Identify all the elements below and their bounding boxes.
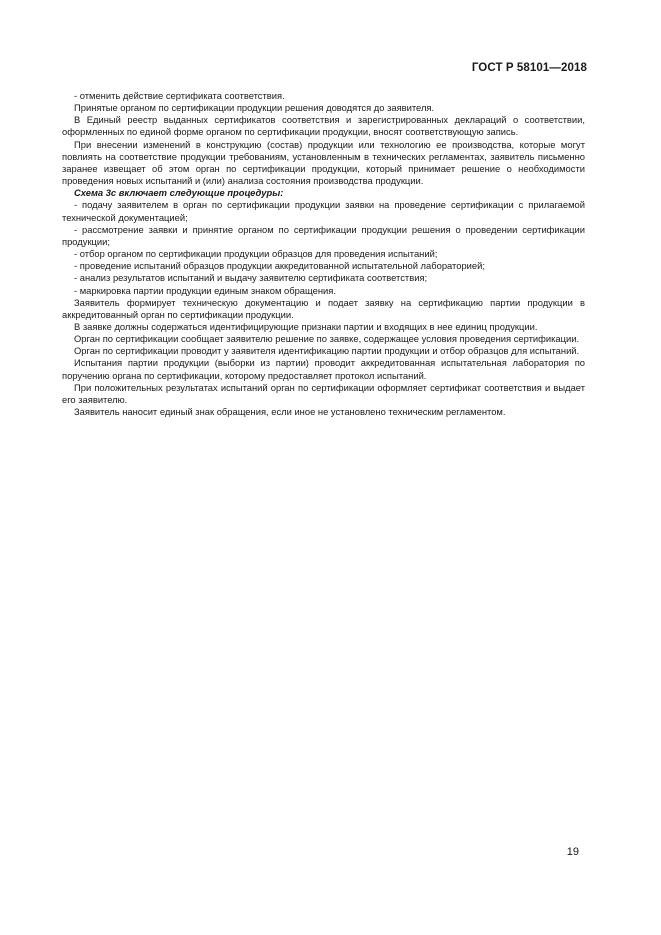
paragraph: При внесении изменений в конструкцию (состав) продукции или технологию ее производства, которые могут повлиять на соответствие продукции требованиям, установленным в технических регламентах, заявитель письменно заранее извещает об этом орган по сертификации продукции, который принимает решение о необходимости проведения новых испытаний и (или) анализа состояния производства продукции. (62, 138, 585, 187)
procedure-item: - маркировка партии продукции единым знаком обращения. (74, 284, 336, 296)
procedure-item: - анализ результатов испытаний и выдачу заявителю сертификата соответствия; (74, 272, 428, 284)
paragraph: В заявке должны содержаться идентифицирующие признаки партии и входящих в нее единиц продукции. (74, 320, 538, 332)
page-number: 19 (566, 846, 579, 858)
paragraph: - отменить действие сертификата соответствия. (74, 90, 285, 101)
paragraph: Заявитель формирует техническую документацию и подает заявку на сертификацию партии продукции в аккредитованный орган по сертификации продукции. (62, 296, 585, 320)
paragraph: Заявитель наносит единый знак обращения, если иное не установлено техническим регламентом. (74, 406, 506, 418)
procedure-item: - рассмотрение заявки и принятие органом по сертификации продукции решения о проведении сертификации продукции; (62, 223, 585, 247)
paragraph: Орган по сертификации проводит у заявителя идентификацию партии продукции и отбор образцов для испытаний. (74, 345, 580, 357)
document-body (62, 90, 585, 418)
paragraph: Принятые органом по сертификации продукции решения доводятся до заявителя. (74, 102, 435, 114)
scheme-heading: Схема 3с включает следующие процедуры: (74, 187, 284, 199)
paragraph: В Единый реестр выданных сертификатов соответствия и зарегистрированных деклараций о соответствии, оформленных по единой форме органом по сертификации продукции, вносят соответствующую запись. (62, 114, 585, 138)
paragraph: Орган по сертификации сообщает заявителю решение по заявке, содержащее условия проведения сертификации. (74, 333, 580, 345)
paragraph: Испытания партии продукции (выборки из партии) проводит аккредитованная испытательная лаборатория по поручению органа по сертификации, которому предоставляет протокол испытаний. (62, 357, 585, 381)
document-header: ГОСТ Р 58101—2018 (471, 62, 587, 74)
paragraph: При положительных результатах испытаний орган по сертификации оформляет сертификат соответствия и выдает его заявителю. (62, 381, 585, 405)
procedure-item: - отбор органом по сертификации продукции образцов для проведения испытаний; (74, 248, 438, 260)
procedure-item: - проведение испытаний образцов продукции аккредитованной испытательной лабораторией; (74, 260, 485, 272)
procedure-item: - подачу заявителем в орган по сертификации продукции заявки на проведение сертификации с прилагаемой технической документацией; (62, 199, 585, 223)
